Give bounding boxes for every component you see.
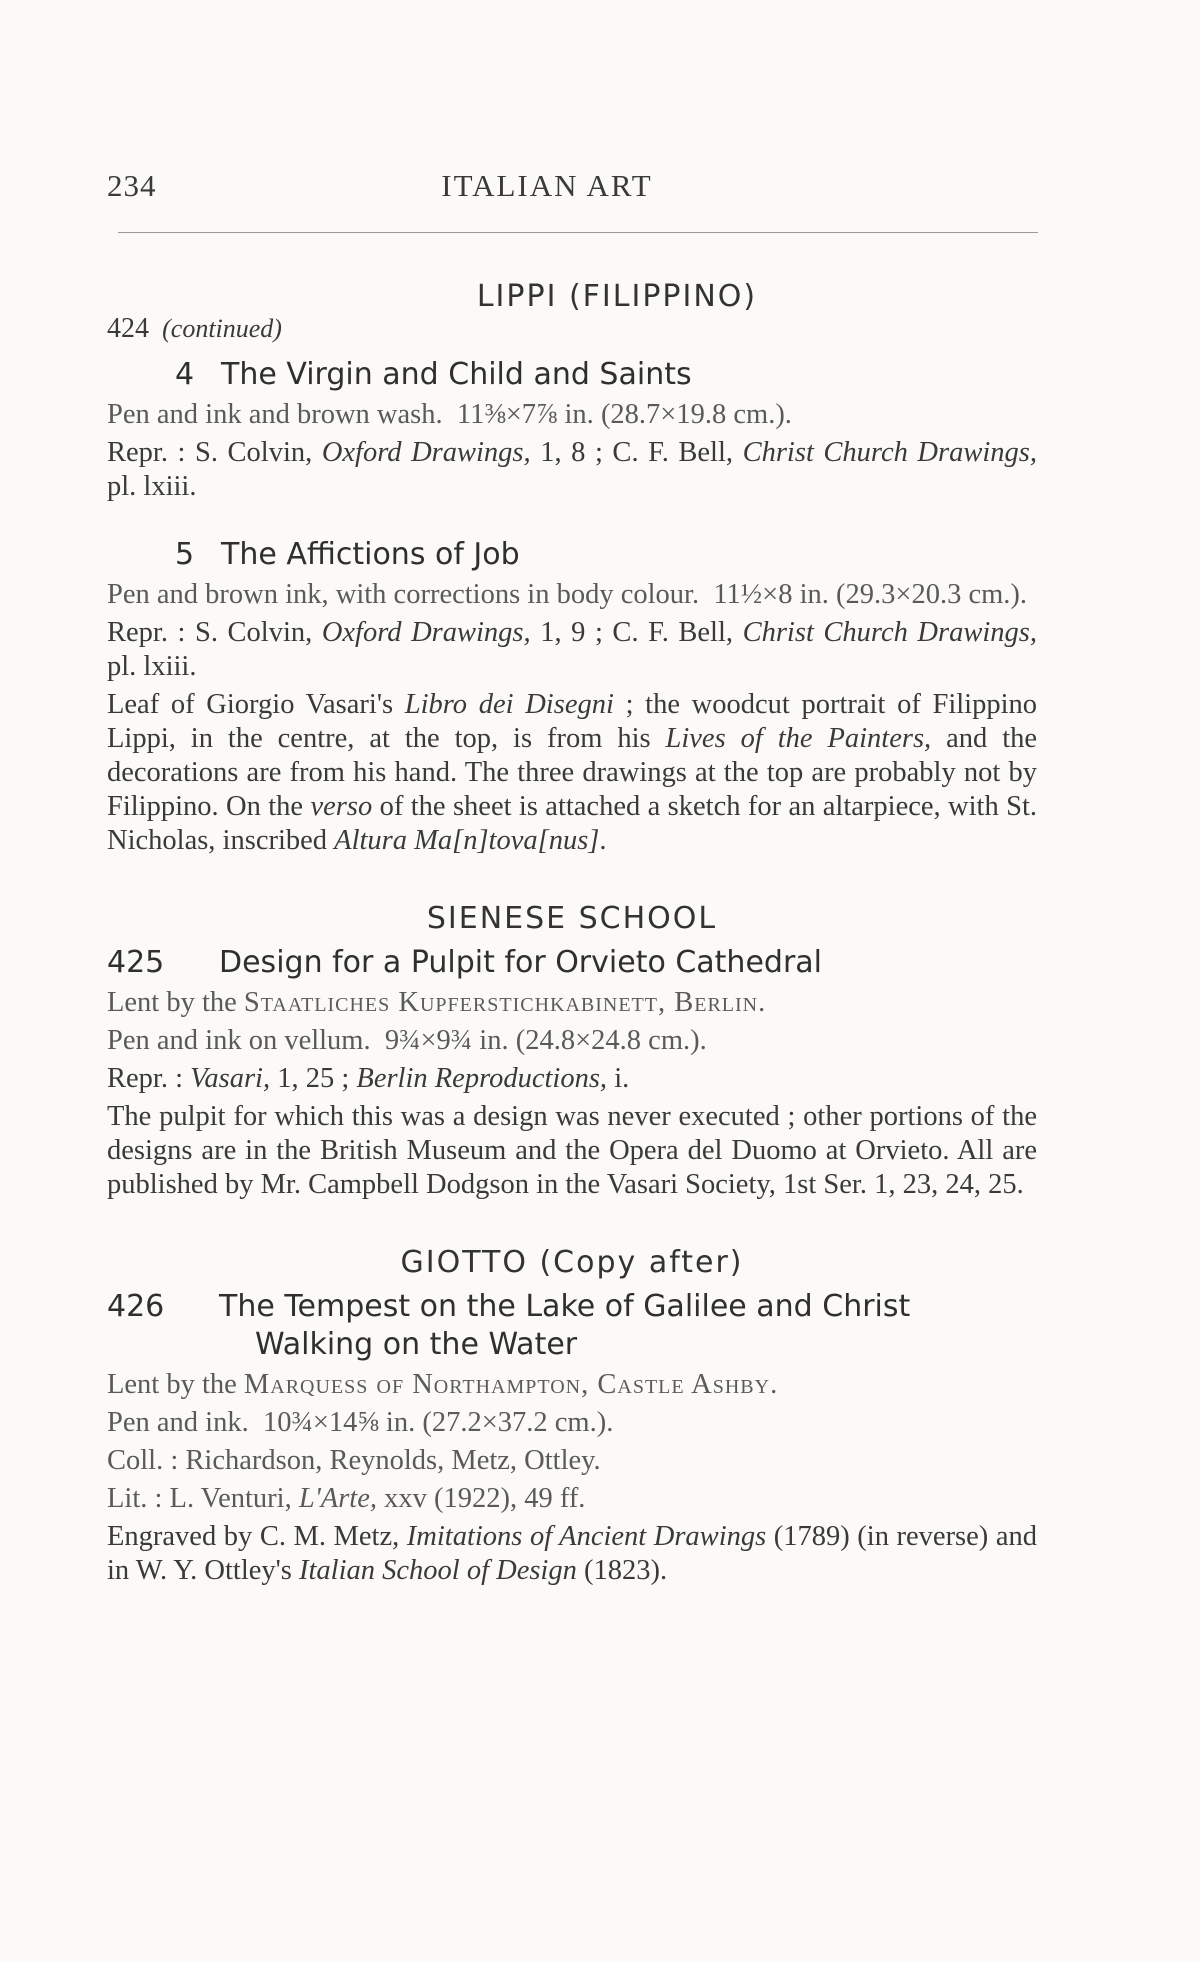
artist-heading-lippi: LIPPI (FILIPPINO) xyxy=(476,279,758,314)
medium-line: Pen and ink. 10¾×14⅝ in. (27.2×37.2 cm.). xyxy=(107,1407,614,1438)
engraving-note: Engraved by C. M. Metz, Imitations of Ancient Drawings (1789) (in reverse) and in W. Y. Ottley's Italian School of Design (1823). xyxy=(107,1521,1037,1586)
entry-heading-426: 426 The Tempest on the Lake of Galilee and Christ Walking on the Water xyxy=(107,1289,911,1362)
entry-number: 424 xyxy=(107,313,149,344)
entry-continued xyxy=(107,312,1037,346)
reproduction-line: Repr. : S. Colvin, Oxford Drawings, 1, 9 ; C. F. Bell, Christ Church Drawings, pl. lxiii. xyxy=(107,617,1037,682)
reproduction-line: Repr. : S. Colvin, Oxford Drawings, 1, 8 ; C. F. Bell, Christ Church Drawings, pl. lxiii. xyxy=(107,437,1037,502)
reproduction-line: Repr. : Vasari, 1, 25 ; Berlin Reproductions, i. xyxy=(107,1063,630,1094)
literature-line: Lit. : L. Venturi, L'Arte, xxv (1922), 49 ff. xyxy=(107,1483,586,1514)
lender-line: Lent by the Marquess of Northampton, Castle Ashby. xyxy=(107,1369,779,1400)
medium-line: Pen and ink on vellum. 9¾×9¾ in. (24.8×24.8 cm.). xyxy=(107,1025,707,1056)
medium-line: Pen and brown ink, with corrections in body colour. 11½×8 in. (29.3×20.3 cm.). xyxy=(107,579,1028,610)
continued-label: (continued) xyxy=(162,314,282,343)
entry-heading-425: 425 Design for a Pulpit for Orvieto Cathedral xyxy=(107,945,823,980)
running-head xyxy=(107,168,1037,204)
lender-line: Lent by the Staatliches Kupferstichkabinett, Berlin. xyxy=(107,987,767,1018)
note-paragraph: The pulpit for which this was a design was never executed ; other portions of the designs are in the British Museum and the Opera del Duomo at Orvieto. All are published by Mr. Campbell Dodgson in the Vasari Society, 1st Ser. 1, 23, 24, 25. xyxy=(107,1101,1037,1200)
medium-line: Pen and ink and brown wash. 11⅜×7⅞ in. (28.7×19.8 cm.). xyxy=(107,399,792,430)
note-paragraph: Leaf of Giorgio Vasari's Libro dei Disegni ; the woodcut portrait of Filippino Lippi, in the centre, at the top, is from his Lives of the Painters, and the decorations are from his hand. The three drawings at the top are probably not by Filippino. On the verso of the sheet is attached a sketch for an altarpiece, with St. Nicholas, inscribed Altura Ma[n]tova[nus]. xyxy=(107,689,1038,856)
artist-heading-sienese: SIENESE SCHOOL xyxy=(426,901,718,936)
sub-item-heading-4: 4 The Virgin and Child and Saints xyxy=(175,357,692,392)
header-rule xyxy=(118,232,1038,233)
page-number: 234 xyxy=(107,168,157,203)
sub-item-heading-5: 5 The Affictions of Job xyxy=(175,537,520,572)
artist-heading-giotto: GIOTTO (Copy after) xyxy=(400,1245,744,1280)
running-title: ITALIAN ART xyxy=(441,168,653,203)
page-body xyxy=(107,280,1037,1592)
collection-line: Coll. : Richardson, Reynolds, Metz, Ottley. xyxy=(107,1445,601,1476)
